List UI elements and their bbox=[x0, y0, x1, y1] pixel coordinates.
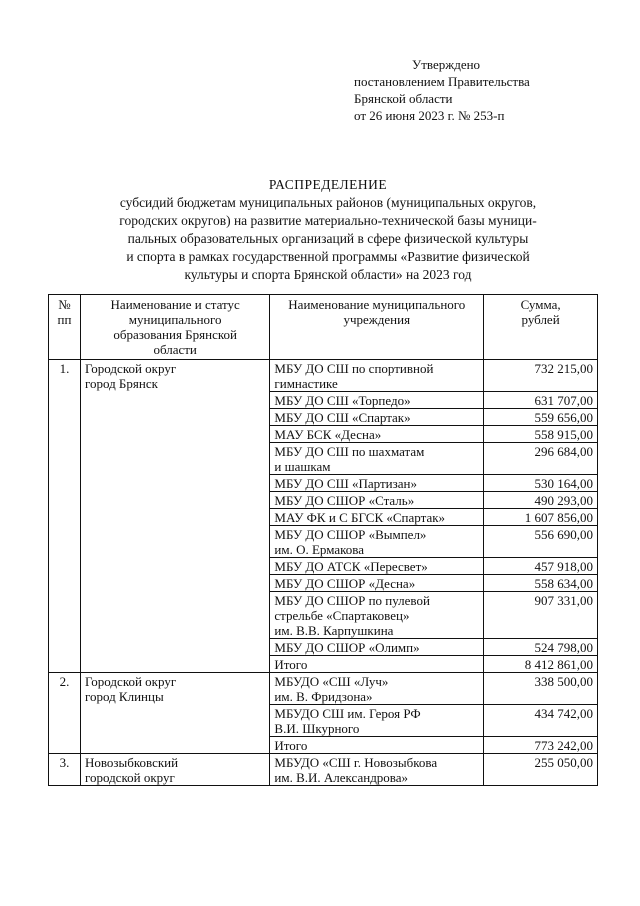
sum-cell: 8 412 861,00 bbox=[484, 656, 598, 673]
institution-line: МБУ ДО СШОР «Сталь» bbox=[274, 493, 415, 508]
institution-line: МБУ ДО СШОР «Десна» bbox=[274, 576, 416, 591]
institution-cell bbox=[270, 592, 484, 639]
sum-cell: 556 690,00 bbox=[484, 526, 598, 558]
sum-cell: 490 293,00 bbox=[484, 492, 598, 509]
institution-line: МАУ БСК «Десна» bbox=[274, 427, 382, 442]
title-line: и спорта в рамках государственной программы «Развитие физической bbox=[126, 249, 530, 264]
institution-cell bbox=[270, 426, 484, 443]
institution-line: МБУ ДО СШОР «Вымпел» bbox=[274, 527, 427, 542]
institution-line: стрельбе «Спартаковец» bbox=[274, 608, 410, 623]
approval-line: Брянской области bbox=[354, 91, 453, 106]
municipality-line: Городской округ bbox=[84, 361, 177, 376]
header-institution: Наименование муниципального учреждения bbox=[270, 295, 484, 360]
institution-line: МБУ ДО АТСК «Пересвет» bbox=[274, 559, 428, 574]
table-row bbox=[49, 360, 598, 392]
row-number: 3. bbox=[49, 754, 81, 786]
institution-line: МБУ ДО СШ «Партизан» bbox=[274, 476, 417, 491]
sum-cell: 907 331,00 bbox=[484, 592, 598, 639]
sum-cell: 530 164,00 bbox=[484, 475, 598, 492]
institution-cell bbox=[270, 673, 484, 705]
institution-line: МБУДО СШ им. Героя РФ bbox=[274, 706, 421, 721]
institution-line: Итого bbox=[274, 657, 308, 672]
sum-cell: 559 656,00 bbox=[484, 409, 598, 426]
title-line: культуры и спорта Брянской области» на 2023 год bbox=[184, 267, 472, 282]
municipality-line: Городской округ bbox=[84, 674, 177, 689]
institution-line: МБУ ДО СШОР «Олимп» bbox=[274, 640, 420, 655]
title-line: пальных образовательных организаций в сфере физической культуры bbox=[127, 231, 529, 246]
approval-stamp bbox=[354, 56, 530, 124]
institution-cell bbox=[270, 754, 484, 786]
table-row bbox=[49, 673, 598, 705]
institution-cell bbox=[270, 656, 484, 673]
institution-line: им. В.И. Александрова» bbox=[274, 770, 409, 785]
institution-line: МБУДО «СШ «Луч» bbox=[274, 674, 389, 689]
institution-cell bbox=[270, 575, 484, 592]
header-sum: Сумма, рублей bbox=[484, 295, 598, 360]
institution-line: МАУ ФК и С БГСК «Спартак» bbox=[274, 510, 446, 525]
institution-line: МБУ ДО СШ по спортивной bbox=[274, 361, 434, 376]
header-num: № пп bbox=[49, 295, 81, 360]
institution-cell bbox=[270, 705, 484, 737]
title-line: городских округов) на развитие материально-технической базы муници- bbox=[119, 213, 537, 228]
sum-cell: 732 215,00 bbox=[484, 360, 598, 392]
approval-line: Утверждено bbox=[412, 57, 481, 72]
institution-cell bbox=[270, 737, 484, 754]
institution-cell bbox=[270, 360, 484, 392]
institution-line: МБУ ДО СШ по шахматам bbox=[274, 444, 425, 459]
sum-cell: 338 500,00 bbox=[484, 673, 598, 705]
sum-cell: 558 915,00 bbox=[484, 426, 598, 443]
institution-line: Итого bbox=[274, 738, 308, 753]
municipality-line: городской округ bbox=[84, 770, 175, 785]
institution-cell bbox=[270, 492, 484, 509]
distribution-table bbox=[48, 294, 598, 786]
institution-line: МБУ ДО СШ «Торпедо» bbox=[274, 393, 411, 408]
sum-cell: 558 634,00 bbox=[484, 575, 598, 592]
municipality-cell bbox=[80, 360, 269, 673]
institution-cell bbox=[270, 509, 484, 526]
institution-line: МБУ ДО СШ «Спартак» bbox=[274, 410, 411, 425]
sum-cell: 631 707,00 bbox=[484, 392, 598, 409]
institution-cell bbox=[270, 392, 484, 409]
municipality-line: Новозыбковский bbox=[84, 755, 179, 770]
document-title bbox=[60, 176, 596, 284]
institution-line: гимнастике bbox=[274, 376, 338, 391]
distribution-table-wrapper bbox=[48, 294, 598, 786]
sum-cell: 296 684,00 bbox=[484, 443, 598, 475]
institution-line: им. В. Фридзона» bbox=[274, 689, 373, 704]
municipality-cell bbox=[80, 673, 269, 754]
institution-cell bbox=[270, 475, 484, 492]
sum-cell: 524 798,00 bbox=[484, 639, 598, 656]
municipality-cell bbox=[80, 754, 269, 786]
row-number: 1. bbox=[49, 360, 81, 673]
institution-line: и шашкам bbox=[274, 459, 331, 474]
title-main: РАСПРЕДЕЛЕНИЕ bbox=[268, 177, 388, 192]
institution-line: МБУДО «СШ г. Новозыбкова bbox=[274, 755, 438, 770]
institution-line: им. О. Ермакова bbox=[274, 542, 365, 557]
institution-line: МБУ ДО СШОР по пулевой bbox=[274, 593, 430, 608]
institution-cell bbox=[270, 409, 484, 426]
institution-cell bbox=[270, 526, 484, 558]
header-municipality: Наименование и статус муниципального образования Брянской области bbox=[80, 295, 269, 360]
institution-cell bbox=[270, 443, 484, 475]
sum-cell: 773 242,00 bbox=[484, 737, 598, 754]
table-row bbox=[49, 754, 598, 786]
sum-cell: 434 742,00 bbox=[484, 705, 598, 737]
approval-line: от 26 июня 2023 г. № 253-п bbox=[354, 108, 505, 123]
institution-line: В.И. Шкурного bbox=[274, 721, 360, 736]
table-body bbox=[49, 360, 598, 786]
institution-line: им. В.В. Карпушкина bbox=[274, 623, 394, 638]
table-header-row bbox=[49, 295, 598, 360]
row-number: 2. bbox=[49, 673, 81, 754]
sum-cell: 1 607 856,00 bbox=[484, 509, 598, 526]
sum-cell: 255 050,00 bbox=[484, 754, 598, 786]
sum-cell: 457 918,00 bbox=[484, 558, 598, 575]
approval-line: постановлением Правительства bbox=[354, 74, 530, 89]
municipality-line: город Брянск bbox=[84, 376, 158, 391]
institution-cell bbox=[270, 558, 484, 575]
title-line: субсидий бюджетам муниципальных районов (муниципальных округов, bbox=[119, 195, 537, 210]
institution-cell bbox=[270, 639, 484, 656]
municipality-line: город Клинцы bbox=[84, 689, 164, 704]
